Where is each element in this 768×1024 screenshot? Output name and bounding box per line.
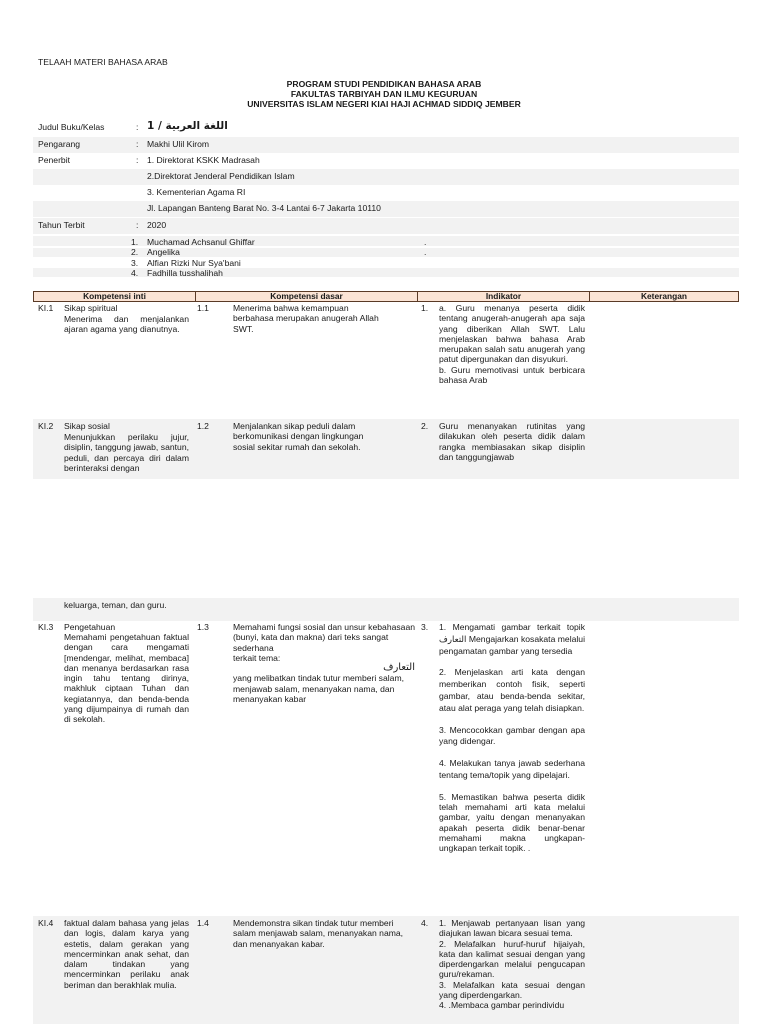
reviewer-num: 3.: [131, 258, 139, 268]
th-indikator: Indikator: [417, 291, 590, 302]
indicator-paragraph: 5. Memastikan bahwa peserta didik telah memahami arti kata melalui gambar, yaitu dengan menanyakan apakah peserta didik benar-benar memahami makna ungkapan-ungkapan terkait topik. .: [439, 791, 585, 854]
judul-label: Judul Buku/Kelas: [38, 122, 105, 132]
kd-number: 1.4: [197, 918, 209, 928]
indicator-number: 1.: [421, 303, 429, 313]
indicator-text: [439, 918, 585, 1011]
reviewer-mark: .: [424, 237, 427, 247]
indicator-paragraph: 2. Menjelaskan arti kata dengan memberikan contoh fisik, seperti gambar, atau benda-benda sekitar, atau alat peraga yang telah disiapkan.: [439, 667, 585, 713]
reviewer-name: Angelika: [147, 247, 180, 257]
indicator-number: 3.: [421, 622, 429, 632]
pengarang-value: Makhi Ulil Kirom: [147, 139, 210, 149]
ki-description: faktual dalam bahasa yang jelas dan logis, dalam karya yang estetis, dalam gerakan yang mencerminkan anak sehat, dan dalam tindakan yang mencerminkan perilaku anak beriman dan berakhlak mulia.: [64, 918, 189, 990]
indicator-line: 3. Melafalkan kata sesuai dengan yang diperdengarkan.: [439, 979, 585, 1001]
indicator-line: 1. Menjawab pertanyaan lisan yang diajukan lawan bicara sesuai tema.: [439, 918, 585, 939]
judul-value: اللغة العربية / 1: [147, 120, 228, 132]
ki-description: Memahami pengetahuan faktual dengan cara mengamati [mendengar, melihat, membaca] dan menanya berdasarkan rasa ingin tahu tentang dirinya, makhluk ciptaan Tuhan dan kegiatannya, dan benda-benda yang dijumpainya di rumah dan di sekolah.: [64, 632, 189, 725]
row-shade: [33, 268, 739, 277]
penerbit-address: Jl. Lapangan Banteng Barat No. 3-4 Lantai 6-7 Jakarta 10110: [147, 203, 381, 213]
institution-university: UNIVERSITAS ISLAM NEGERI KIAI HAJI ACHMAD SIDDIQ JEMBER: [247, 99, 521, 109]
institution-program: PROGRAM STUDI PENDIDIKAN BAHASA ARAB: [286, 79, 482, 89]
indicator-number: 4.: [421, 918, 429, 928]
ki-description: Menerima dan menjalankan ajaran agama yang dianutnya.: [64, 314, 189, 335]
kd-line: terkait tema:: [233, 652, 281, 663]
indicator-paragraph: a. Guru menanya peserta didik tentang anugerah-anugerah apa saja yang diberikan Allah SWT. Lalu menjelaskan bahwa bahasa Arab merupakan salah satu anugerah yang patut dipergunakan dan disyukuri.: [439, 303, 585, 365]
indicator-text: [439, 303, 585, 385]
indicator-paragraph: 1. Mengamati gambar terkait topik التعارف Mengajarkan kosakata melalui pengamatan gambar yang tersedia: [439, 622, 585, 656]
ki-title: Sikap sosial: [64, 421, 110, 431]
kd-number: 1.2: [197, 421, 209, 431]
indicator-paragraph: b. Guru memotivasi untuk berbicara bahasa Arab: [439, 364, 585, 386]
pengarang-label: Pengarang: [38, 139, 81, 149]
kd-line: Memahami fungsi sosial dan unsur kebahasaan (bunyi, kata dan makna) dari teks sangat sederhana: [233, 622, 416, 653]
kd-description: Menerima bahwa kemampuan berbahasa merupakan anugerah Allah SWT.: [233, 303, 379, 334]
kd-number: 1.1: [197, 303, 209, 313]
ki-code: KI.1: [38, 303, 54, 313]
reviewer-name: Fadhilla tusshalihah: [147, 268, 223, 278]
colon: :: [136, 139, 139, 149]
indicator-paragraph: 3. Mencocokkan gambar dengan apa yang didengar.: [439, 724, 585, 747]
colon: :: [136, 122, 139, 132]
kd-description: Menjalankan sikap peduli dalam berkomunikasi dengan lingkungan sosial sekitar rumah dan sekolah.: [233, 421, 364, 452]
indicator-text: [439, 622, 585, 854]
indicator-number: 2.: [421, 421, 429, 431]
colon: :: [136, 155, 139, 165]
kd-description: Mendemonstra sikan tindak tutur memberi salam menjawab salam, menanyakan nama, dan menanyakan kabar.: [233, 918, 404, 949]
ki-code: KI.4: [38, 918, 54, 928]
reviewer-num: 1.: [131, 237, 139, 247]
penerbit-line: 2.Direktorat Jenderal Pendidikan Islam: [147, 171, 295, 181]
indicator-line: 2. Melafalkan huruf-huruf hijaiyah, kata dan kalimat sesuai dengan yang diperdengarkan melalui pengucapan guru/rekaman.: [439, 938, 585, 980]
penerbit-line: 3. Kementerian Agama RI: [147, 187, 246, 197]
ki-code: KI.2: [38, 421, 54, 431]
th-kompetensi-inti: Kompetensi inti: [33, 291, 196, 302]
th-keterangan: Keterangan: [589, 291, 739, 302]
row-shade: [33, 169, 739, 185]
row-shade: [33, 248, 739, 257]
row-shade: [33, 218, 739, 234]
th-kompetensi-dasar: Kompetensi dasar: [195, 291, 418, 302]
kd-theme-arabic: التعارف: [383, 662, 415, 674]
tahun-value: 2020: [147, 220, 167, 230]
indicator-line: 4. .Membaca gambar perindividu: [439, 1000, 565, 1011]
reviewer-name: Muchamad Achsanul Ghiffar: [147, 237, 255, 247]
kd-number: 1.3: [197, 622, 209, 632]
reviewer-mark: .: [424, 247, 427, 257]
ki-description-continued: keluarga, teman, dan guru.: [64, 600, 167, 610]
ki-title: Sikap spiritual: [64, 303, 118, 313]
tahun-label: Tahun Terbit: [38, 220, 85, 230]
indicator-text: Guru menanyakan rutinitas yang dilakukan oleh peserta didik dalam rangka membiasakan sikap disiplin dan tanggungjawab: [439, 421, 585, 462]
row-shade: [33, 137, 739, 153]
kd-line: yang melibatkan tindak tutur memberi salam, menjawab salam, menanyakan nama, dan menanyakan kabar: [233, 673, 404, 705]
colon: :: [136, 220, 139, 230]
ki-description: Menunjukkan perilaku jujur, disiplin, tanggung jawab, santun, peduli, dan percaya diri dalam berinteraksi dengan: [64, 432, 189, 473]
institution-faculty: FAKULTAS TARBIYAH DAN ILMU KEGURUAN: [290, 89, 478, 99]
kd-description: [233, 622, 415, 704]
penerbit-line: 1. Direktorat KSKK Madrasah: [147, 155, 260, 165]
reviewer-num: 4.: [131, 268, 139, 278]
reviewer-num: 2.: [131, 247, 139, 257]
row-shade: [33, 201, 739, 217]
document-title: TELAAH MATERI BAHASA ARAB: [38, 57, 168, 67]
penerbit-label: Penerbit: [38, 155, 71, 165]
reviewer-name: Alfian Rizki Nur Sya'bani: [147, 258, 241, 268]
indicator-paragraph: 4. Melakukan tanya jawab sederhana tentang tema/topik yang dipelajari.: [439, 758, 585, 780]
ki-title: Pengetahuan: [64, 622, 116, 632]
row-shade: [33, 236, 739, 246]
ki-code: KI.3: [38, 622, 54, 632]
